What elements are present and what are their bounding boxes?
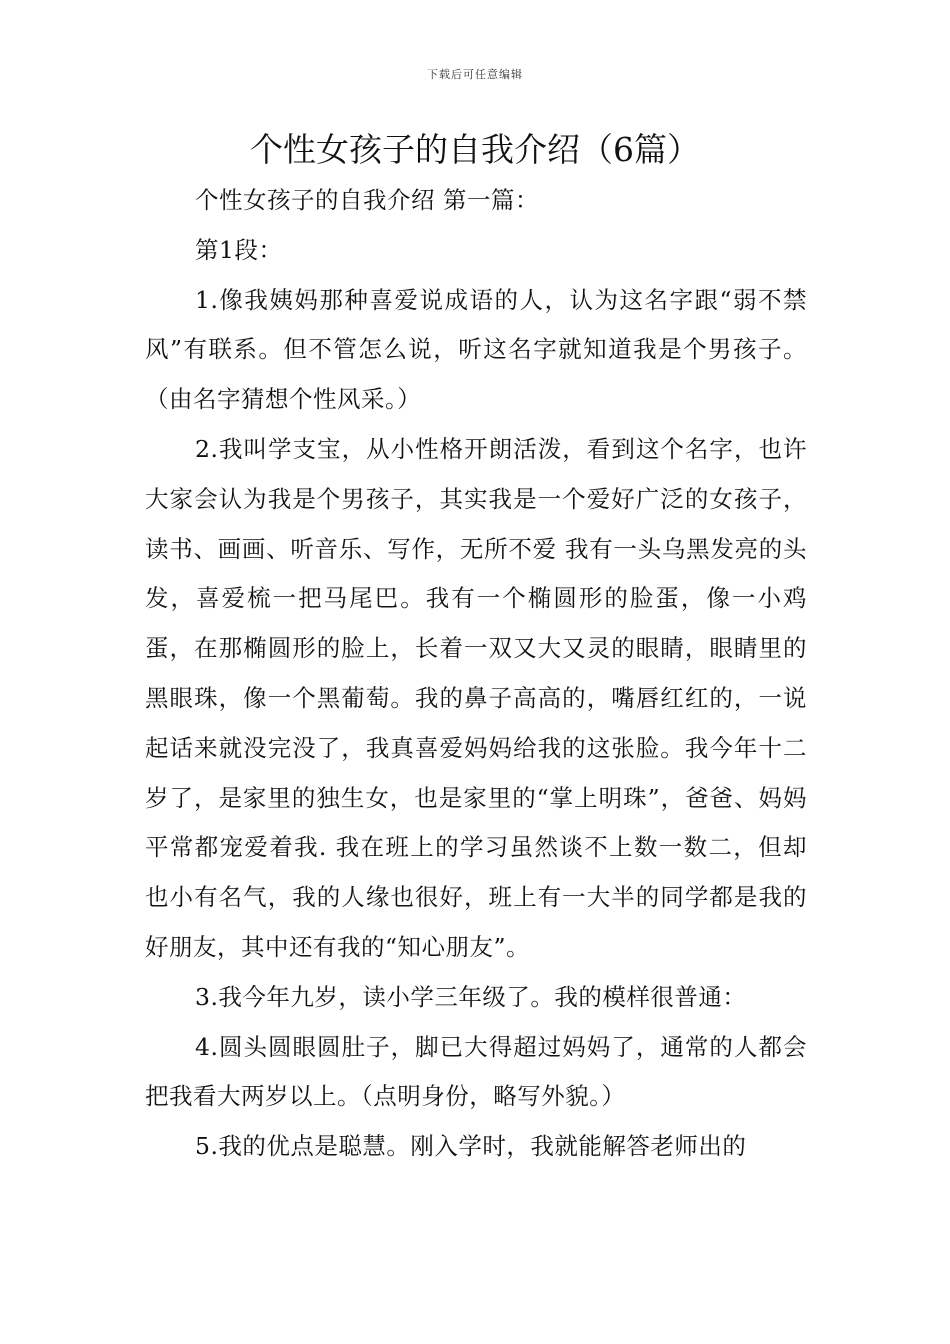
- paragraph-3: 3.我今年九岁，读小学三年级了。我的模样很普通：: [195, 982, 747, 1011]
- header-note: 下载后可任意编辑: [427, 68, 523, 81]
- paragraph-5: 5.我的优点是聪慧。刚入学时，我就能解答老师出的: [195, 1132, 747, 1161]
- paragraph-1: 1.像我姨妈那种喜爱说成语的人，认为这名字跟“弱不禁风”有联系。但不管怎么说，听这名字就知道我是个男孩子。（由名字猜想个性风采。）: [145, 285, 807, 414]
- document-title: 个性女孩子的自我介绍（6篇）: [250, 130, 700, 169]
- paragraph-4: 4.圆头圆眼圆肚子，脚已大得超过妈妈了，通常的人都会把我看大两岁以上。（点明身份，略写外貌。）: [145, 1032, 807, 1111]
- section-heading: 个性女孩子的自我介绍 第一篇：: [195, 186, 539, 214]
- paragraph-2: 2.我叫学支宝，从小性格开朗活泼，看到这个名字，也许大家会认为我是个男孩子，其实我是一个爱好广泛的女孩子，读书、画画、听音乐、写作，无所不爱 我有一头乌黑发亮的头发，喜爱梳一把马尾巴。我有一个椭圆形的脸蛋，像一小鸡蛋，在那椭圆形的脸上，长着一双又大又灵的眼睛，眼睛里的黑眼珠，像一个黑葡萄。我的鼻子高高的，嘴唇红红的，一说起话来就没完没了，我真喜爱妈妈给我的这张脸。我今年十二岁了，是家里的独生女，也是家里的“掌上明珠”，爸爸、妈妈平常都宠爱着我. 我在班上的学习虽然谈不上数一数二，但却也小有名气，我的人缘也很好，班上有一大半的同学都是我的好朋友，其中还有我的“知心朋友”。: [145, 434, 807, 961]
- document-body: [145, 176, 807, 1172]
- subsection-heading: 第1段：: [195, 235, 283, 264]
